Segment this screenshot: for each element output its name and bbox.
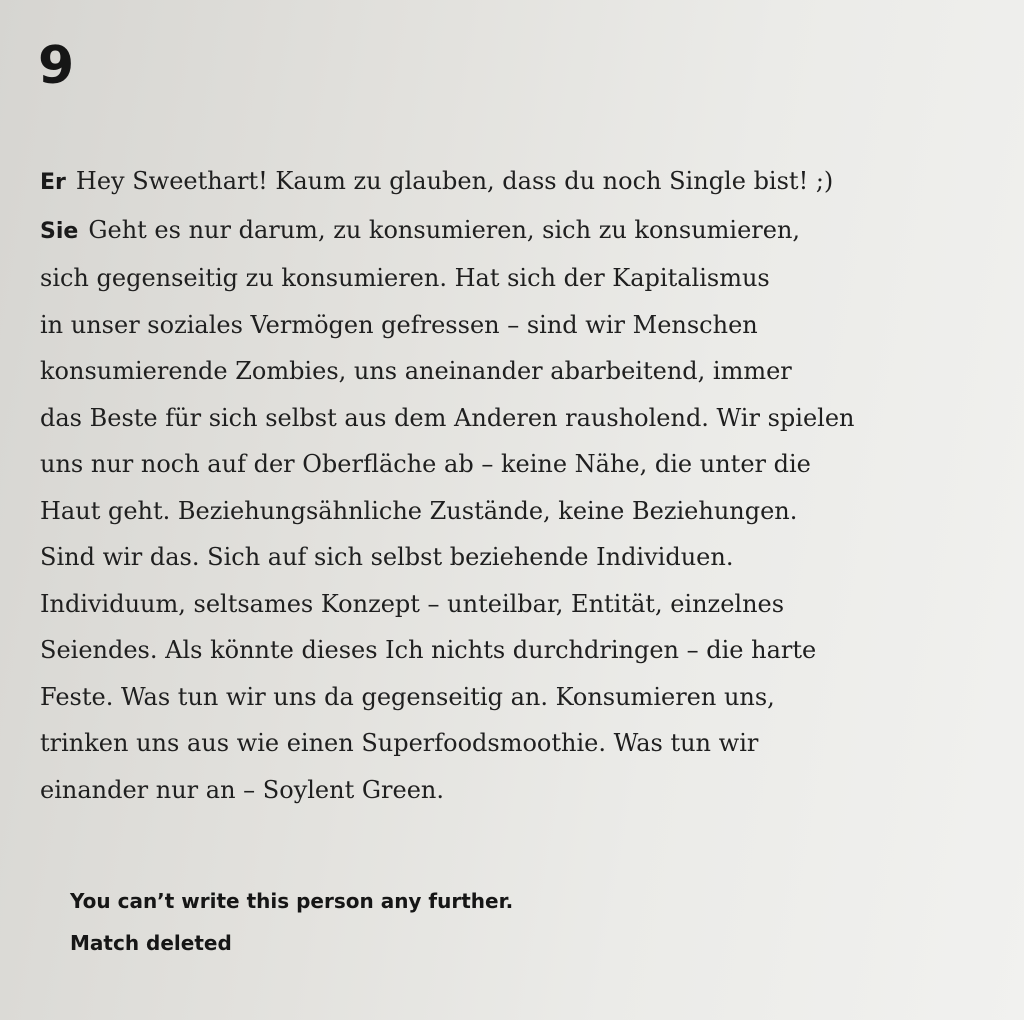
speaker-sie: Sie [40, 218, 79, 244]
speaker-er: Er [40, 170, 66, 195]
match-deleted-notice [70, 880, 513, 964]
sie-text-line: uns nur noch auf der Oberfläche ab – keine Nähe, die unter die [40, 450, 811, 478]
sie-text-line: trinken uns aus wie einen Superfoodsmoothie. Was tun wir [40, 729, 759, 757]
notice-line-1: You can’t write this person any further. [70, 889, 514, 913]
sie-text-line: Individuum, seltsames Konzept – unteilbar, Entität, einzelnes [40, 589, 785, 618]
er-text: Hey Sweethart! Kaum zu glauben, dass du noch Single bist! ;) [75, 167, 834, 195]
sie-text-line: Feste. Was tun wir uns da gegenseitig an. Konsumieren uns, [40, 682, 775, 711]
sie-text-line: Sind wir das. Sich auf sich selbst beziehende Individuen. [40, 543, 734, 571]
sie-text-line: Haut geht. Beziehungsähnliche Zustände, keine Beziehungen. [40, 496, 798, 525]
sie-text-line: konsumierende Zombies, uns aneinander abarbeitend, immer [40, 357, 792, 385]
sie-text-line: Geht es nur darum, zu konsumieren, sich zu konsumieren, [88, 215, 801, 244]
dialogue-line-sie [40, 207, 1010, 256]
sie-text-line: das Beste für sich selbst aus dem Anderen rausholend. Wir spielen [40, 403, 855, 432]
sie-text-line: in unser soziales Vermögen gefressen – sind wir Menschen [40, 310, 758, 339]
sie-text-line: einander nur an – Soylent Green. [40, 775, 445, 804]
sie-text-line: Seiendes. Als könnte dieses Ich nichts durchdringen – die harte [40, 636, 817, 664]
notice-line-2: Match deleted [70, 931, 232, 955]
dialogue-line-er [40, 158, 1010, 207]
chapter-number: 9 [38, 36, 75, 96]
sie-text-line: sich gegenseitig zu konsumieren. Hat sich der Kapitalismus [40, 264, 770, 292]
dialogue [40, 158, 1010, 813]
